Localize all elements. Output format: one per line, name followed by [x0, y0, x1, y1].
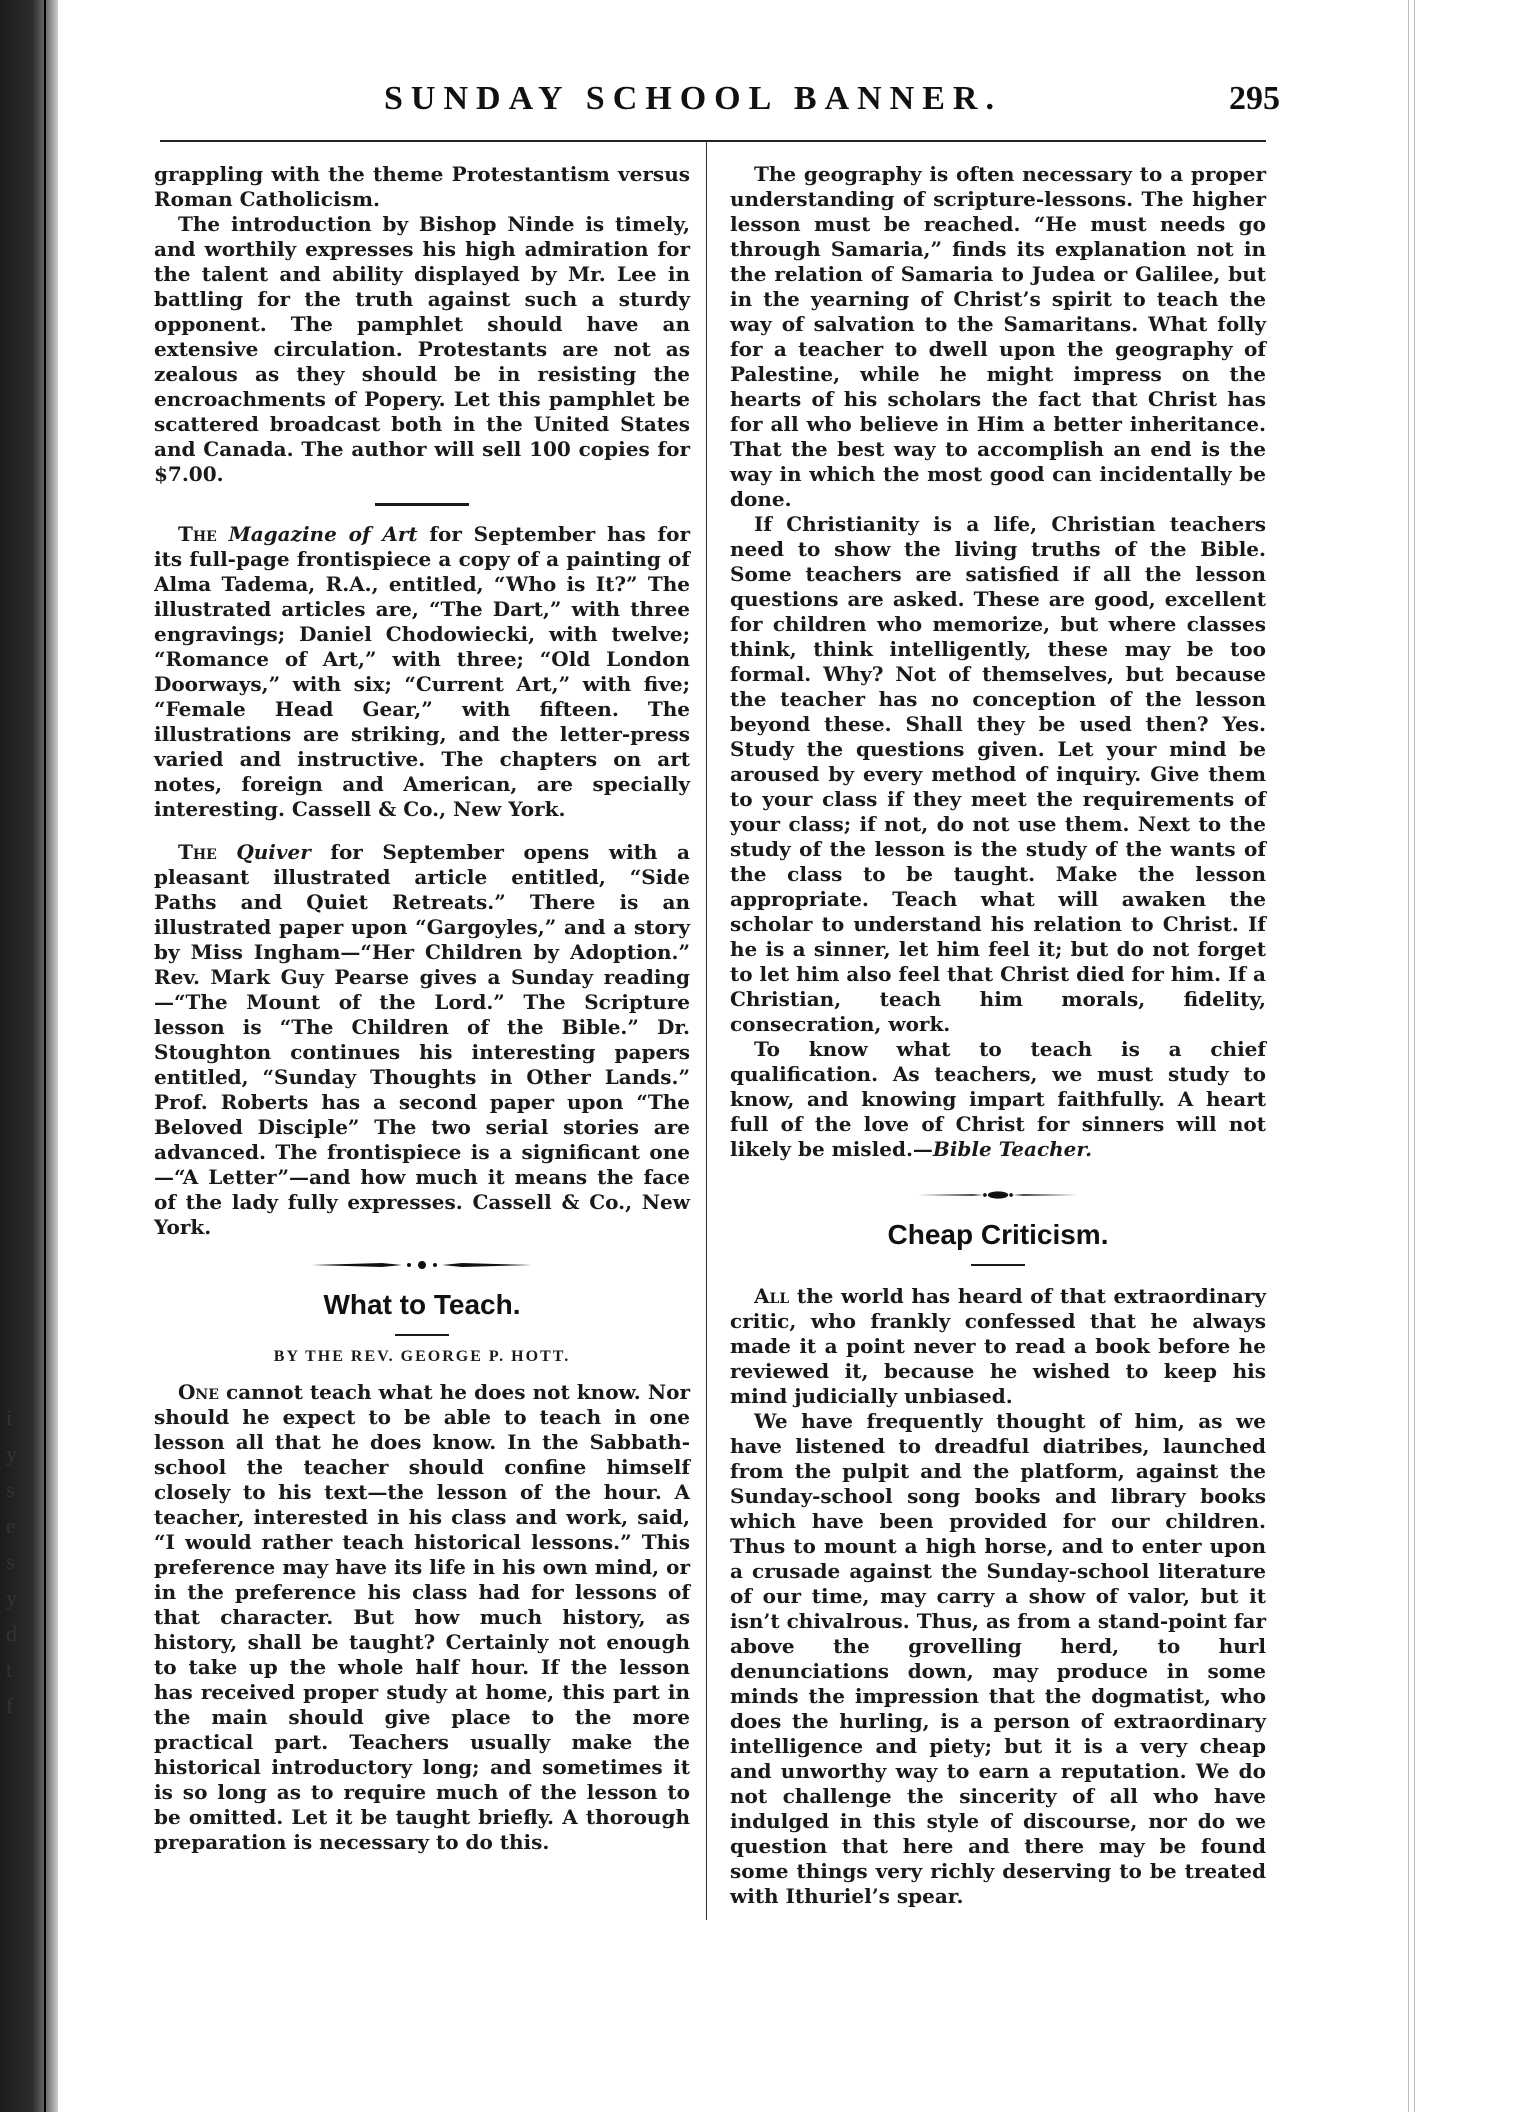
- article-title: Cheap Criticism.: [887, 1219, 1109, 1250]
- margin-letter: e: [6, 1513, 16, 1538]
- magazine-title: Magazine of Art: [228, 522, 418, 546]
- article-text: cannot teach what he does not know. Nor should he expect to be able to teach in one lesson all that he does know. In the Sabbath-school the teacher should confine himself closely to his text—the lesson of the hour. A teacher, interested in his class and work, said, “I would rather teach historical lessons.” This preference may have its life in his own mind, or in the preference his class had for lessons of that character. But how much history, as history, shall be taught? Certainly not enough to take up the whole half hour. If the lesson has received proper study at home, this part in the main should give place to the more practical part. Teachers usually make the historical introductory long; and sometimes it is so long as to require much of the lesson to be omitted. Let it be taught briefly. A thorough preparation is necessary to do this.: [154, 1380, 690, 1854]
- lead-word: All: [754, 1284, 790, 1308]
- right-column: [730, 162, 1266, 1909]
- quiver-notice: [154, 840, 690, 1240]
- running-title: SUNDAY SCHOOL BANNER.: [384, 80, 1002, 117]
- page-number: 295: [1229, 80, 1280, 117]
- binding-edge-line: [44, 0, 46, 2112]
- margin-letters: [6, 1400, 20, 1724]
- magazine-title: Quiver: [236, 840, 311, 864]
- margin-letter: s: [6, 1549, 15, 1574]
- source-citation: Bible Teacher.: [932, 1137, 1093, 1161]
- byline: BY THE REV. GEORGE P. HOTT.: [273, 1348, 571, 1365]
- header-rule: [160, 140, 1266, 142]
- section-rule: [375, 503, 469, 506]
- book-binding-shadow: [0, 0, 58, 2112]
- article-title: What to Teach.: [323, 1289, 521, 1320]
- margin-letter: d: [6, 1621, 17, 1646]
- left-column: [154, 162, 690, 1855]
- article-paragraph: [154, 1380, 690, 1855]
- paragraph-text: To know what to teach is a chief qualification. As teachers, we must study to know, and knowing impart faithfully. A heart full of the love of Christ for sinners will not likely be misled.—: [730, 1037, 1266, 1161]
- magazine-notice: [154, 522, 690, 822]
- ornament-divider: [918, 1188, 1078, 1202]
- margin-letter: s: [6, 1477, 15, 1502]
- page-edge-line-2: [1414, 0, 1415, 2112]
- paragraph: The geography is often necessary to a proper understanding of scripture-lessons. The higher lesson must be reached. “He must needs go through Samaria,” finds its explanation not in the relation of Samaria to Judea or Galilee, but in the yearning of Christ’s spirit to teach the way of salvation to the Samaritans. What folly for a teacher to dwell upon the geography of Palestine, while he might impress on the hearts of his scholars the fact that Christ has for all who believe in Him a better inheritance. That the best way to accomplish an end is the way in which the most good can incidentally be done.: [730, 162, 1266, 511]
- article-paragraph: [730, 1284, 1266, 1409]
- margin-letter: t: [6, 1657, 13, 1682]
- lead-word: The: [178, 522, 217, 546]
- margin-letter: f: [6, 1693, 14, 1718]
- paragraph: The introduction by Bishop Ninde is timely, and worthily expresses his high admiration for the talent and ability displayed by Mr. Lee in battling for the truth against such a sturdy opponent. The pamphlet should have an extensive circulation. Protestants are not as zealous as they should be in resisting the encroachments of Popery. Let this pamphlet be scattered broadcast both in the United States and Canada. The author will sell 100 copies for $7.00.: [154, 212, 690, 486]
- article-text: the world has heard of that extraordinary critic, who frankly confessed that he always made it a point never to read a book before he reviewed it, because he wished to keep his mind judicially unbiased.: [730, 1284, 1266, 1408]
- ornament-divider: [312, 1258, 532, 1272]
- page: [152, 72, 1280, 1972]
- lead-word: One: [178, 1380, 219, 1404]
- margin-letter: y: [6, 1585, 17, 1610]
- lead-word: The: [178, 840, 217, 864]
- title-rule: [971, 1264, 1025, 1266]
- margin-letter: y: [6, 1441, 17, 1466]
- notice-text: for September opens with a pleasant illustrated article entitled, “Side Paths and Quiet Retreats.” There is an illustrated paper upon “Gargoyles,” and a story by Miss Ingham—“Her Children by Adoption.” Rev. Mark Guy Pearse gives a Sunday reading —“The Mount of the Lord.” The Scripture lesson is “The Children of the Bible.” Dr. Stoughton continues his interesting papers entitled, “Sunday Thoughts in Other Lands.” Prof. Roberts has a second paper upon “The Beloved Disciple” The two serial stories are advanced. The frontispiece is a significant one —“A Letter”—and how much it means the face of the lady fully expresses. Cassell & Co., New York.: [154, 840, 690, 1239]
- paragraph: If Christianity is a life, Christian teachers need to show the living truths of the Bible. Some teachers are satisfied if all the lesson questions are asked. These are good, excellent for children who memorize, but where classes think, think intelligently, these may be too formal. Why? Not of themselves, but because the teacher has no conception of the lesson beyond these. Shall they be used then? Yes. Study the questions given. Let your mind be aroused by every method of inquiry. Give them to your class if they meet the requirements of your class; if not, do not use them. Next to the study of the lesson is the study of the wants of the class to be taught. Make the lesson appropriate. Teach what will awaken the scholar to understand his relation to Christ. If he is a sinner, let him feel it; but do not forget to let him also feel that Christ died for him. If a Christian, teach him morals, fidelity, consecration, work.: [730, 512, 1266, 1036]
- margin-letter: i: [6, 1405, 13, 1430]
- paragraph: [730, 1037, 1266, 1162]
- paragraph: We have frequently thought of him, as we have listened to dreadful diatribes, launched from the pulpit and the platform, against the Sunday-school song books and library books which have been provided for our children. Thus to mount a high horse, and to enter upon a crusade against the Sunday-school literature of our time, may carry a show of valor, but it isn’t chivalrous. Thus, as from a stand-point far above the grovelling herd, to hurl denunciations down, may produce in some minds the impression that the dogmatist, who does the hurling, is a person of extraordinary intelligence and piety; but it is a very cheap and unworthy way to earn a reputation. We do not challenge the sincerity of all who have indulged in this style of discourse, nor do we question that here and there may be found some things very richly deserving to be treated with Ithuriel’s spear.: [730, 1409, 1266, 1908]
- column-divider: [706, 140, 707, 1920]
- title-rule: [395, 1334, 449, 1336]
- notice-text: for September has for its full-page frontispiece a copy of a painting of Alma Tadema, R.A., entitled, “Who is It?” The illustrated articles are, “The Dart,” with three engravings; Daniel Chodowiecki, with twelve; “Romance of Art,” with three; “Old London Doorways,” with six; “Current Art,” with five; “Female Head Gear,” with fifteen. The illustrations are striking, and the letter-press varied and instructive. The chapters on art notes, foreign and American, are specially interesting. Cassell & Co., New York.: [154, 522, 690, 821]
- page-edge-line: [1408, 0, 1409, 2112]
- running-head: [152, 72, 1280, 122]
- paragraph: grappling with the theme Protestantism versus Roman Catholicism.: [154, 162, 690, 211]
